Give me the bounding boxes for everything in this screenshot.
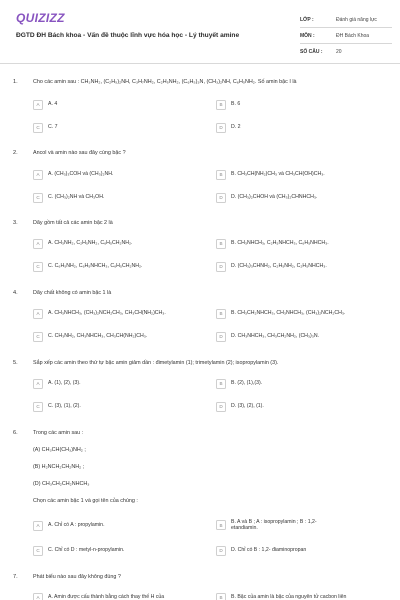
meta-value: ĐH Bách Khoa	[336, 32, 370, 39]
option-text: A. 4	[48, 101, 58, 108]
option-letter: D	[216, 123, 226, 133]
question-text: Sắp xếp các amin theo thứ tự bậc amin giảm dần : đimetylamin (1); trimetylamin (2); isopropylamin (3).	[33, 360, 279, 366]
option-text: A. (1), (2), (3).	[48, 380, 81, 387]
meta-row-subject	[300, 28, 392, 44]
option-letter: C	[33, 546, 43, 556]
question-number: 2.	[13, 150, 18, 156]
option-a[interactable]	[33, 591, 164, 600]
question-number: 3.	[13, 220, 18, 226]
question-number: 6.	[13, 430, 18, 436]
option-text: C. 7	[48, 124, 58, 131]
option-letter: A	[33, 100, 43, 110]
option-letter: B	[216, 170, 226, 180]
option-c[interactable]	[33, 400, 81, 413]
option-text: B. CH₃CH(NH₂)CH₃ và CH₃CH(OH)CH₃.	[231, 171, 325, 178]
question-text: Dãy chất không có amin bậc 1 là	[33, 290, 112, 296]
worksheet-title: ĐGTD ĐH Bách khoa - Vấn đề thuộc lĩnh vực hóa học - Lý thuyết amine	[16, 32, 240, 39]
option-text: C. (CH₃)₂NH và CH₃OH.	[48, 194, 105, 201]
option-a[interactable]	[33, 237, 132, 250]
option-text: A. Chỉ có A : propylamin.	[48, 522, 105, 529]
option-letter: A	[33, 239, 43, 249]
option-text: D. Chỉ có B : 1,2- điaminopropan	[231, 547, 307, 554]
option-text: B. CH₃NHCH₃, C₂H₅NHCH₃, C₆H₅NHCH₃.	[231, 240, 329, 247]
question-number: 1.	[13, 79, 18, 85]
quizizz-logo: QUIZIZZ	[16, 11, 65, 25]
option-text: B. CH₃CH₂NHCH₃, CH₃NHCH₃, (CH₃)₂NCH₂CH₃.	[231, 310, 346, 317]
option-b[interactable]	[216, 307, 345, 320]
option-text: A. Amin được cấu thành bằng cách thay thế H của	[48, 594, 165, 600]
option-text: A. CH₃NHCH₃, (CH₃)₂NCH₂CH₃, CH₃CH(NH₂)CH₃.	[48, 310, 166, 317]
option-text-line: B. A và B ; A : isopropylamin ; B : 1,2-	[231, 518, 317, 525]
option-d[interactable]	[216, 544, 306, 557]
option-letter: A	[33, 521, 43, 531]
question-number: 7.	[13, 574, 18, 580]
option-letter: B	[216, 593, 226, 600]
option-letter: C	[33, 262, 43, 272]
option-b[interactable]	[216, 98, 240, 111]
option-letter: B	[216, 379, 226, 389]
option-text: D. CH₃NHCH₃, CH₃CH₂NH₂, (CH₃)₃N.	[231, 333, 320, 340]
option-text: D. (CH₃)₂CHOH và (CH₃)₂CHNHCH₃.	[231, 194, 318, 201]
option-letter: D	[216, 193, 226, 203]
meta-row-class	[300, 12, 392, 28]
option-letter: B	[216, 520, 226, 530]
question-line: Chọn các amin bậc 1 và gọi tên của chúng :	[33, 498, 138, 504]
option-letter: C	[33, 193, 43, 203]
option-d[interactable]	[216, 330, 319, 343]
option-letter: C	[33, 402, 43, 412]
option-letter: B	[216, 239, 226, 249]
option-c[interactable]	[33, 260, 142, 273]
option-text: B. 6	[231, 101, 241, 108]
meta-label: SỐ CÂU :	[300, 49, 323, 55]
option-letter: D	[216, 262, 226, 272]
question-number: 4.	[13, 290, 18, 296]
option-text: C. Chỉ có D : metyl-n-propylamin.	[48, 547, 125, 554]
option-a[interactable]	[33, 307, 166, 320]
option-text: B. Bậc của amin là bậc của nguyên tử cacbon liên	[231, 594, 347, 600]
option-letter: D	[216, 546, 226, 556]
option-text: C. CH₃NH₂, CH₃NHCH₃, CH₃CH(NH₂)CH₃.	[48, 333, 148, 340]
option-b[interactable]	[216, 237, 329, 250]
option-c[interactable]	[33, 121, 58, 134]
option-text: D. 2	[231, 124, 241, 131]
meta-value: 20	[336, 49, 342, 55]
option-d[interactable]	[216, 260, 327, 273]
option-b[interactable]	[216, 591, 346, 600]
option-a[interactable]	[33, 168, 113, 181]
question-line: (A) CH₃CH(CH₃)NH₂ ;	[33, 447, 86, 453]
question-text: Cho các amin sau : CH₃NH₂, (C₂H₅)₂NH, C₃H₇NH₂, C₂H₅NH₂, (C₆H₅)₃N, (CH₃)₂NH, C₆H₅NH₂. Số amin bậc I là	[33, 79, 297, 85]
question-text: Ancol và amin nào sau đây cùng bậc ?	[33, 150, 126, 156]
option-a[interactable]	[33, 377, 81, 390]
option-c[interactable]	[33, 544, 124, 557]
option-b[interactable]	[216, 377, 262, 390]
option-text: D. (CH₃)₃CHNH₂, C₂H₅NH₂, C₂H₅NHCH₃.	[231, 263, 327, 270]
header-divider	[0, 63, 400, 64]
meta-value: Đánh giá năng lực	[336, 16, 377, 23]
option-letter: A	[33, 309, 43, 319]
question-text: Trong các amin sau :	[33, 430, 84, 436]
option-letter: B	[216, 309, 226, 319]
option-d[interactable]	[216, 121, 241, 134]
option-letter: A	[33, 170, 43, 180]
option-text	[231, 519, 317, 532]
meta-table	[300, 12, 392, 60]
question-text: Dãy gồm tất cả các amin bậc 2 là	[33, 220, 113, 226]
option-letter: A	[33, 593, 43, 600]
option-text-line: etandiamin.	[231, 525, 258, 531]
option-c[interactable]	[33, 330, 147, 343]
option-text: D. (3), (2), (1).	[231, 403, 264, 410]
option-letter: D	[216, 402, 226, 412]
option-letter: A	[33, 379, 43, 389]
meta-label: MÔN :	[300, 32, 315, 39]
option-a[interactable]	[33, 519, 105, 532]
option-letter: C	[33, 123, 43, 133]
option-letter: D	[216, 332, 226, 342]
option-text: A. (CH₃)₃COH và (CH₃)₂NH.	[48, 171, 114, 178]
option-text: A. CH₃NH₂, C₂H₅NH₂, C₆H₅CH₂NH₂.	[48, 240, 133, 247]
meta-label: LỚP :	[300, 16, 314, 23]
question-line: (D) CH₃CH₂CH₂NHCH₃	[33, 481, 90, 487]
option-c[interactable]	[33, 191, 104, 204]
option-letter: B	[216, 100, 226, 110]
option-d[interactable]	[216, 400, 264, 413]
option-a[interactable]	[33, 98, 57, 111]
option-b[interactable]	[216, 168, 325, 181]
option-text: C. C₆H₅NH₂, C₆H₅NHCH₃, C₆H₅CH₂NH₂.	[48, 263, 143, 270]
meta-row-count	[300, 44, 392, 60]
question-line: (B) H₂NCH₂CH₂NH₂ ;	[33, 464, 85, 470]
worksheet-header	[0, 0, 400, 62]
option-b[interactable]	[216, 516, 317, 534]
option-d[interactable]	[216, 191, 317, 204]
option-text: B. (2), (1),(3).	[231, 380, 263, 387]
option-text: C. (3), (1), (2).	[48, 403, 81, 410]
question-text: Phát biểu nào sau đây không đúng ?	[33, 574, 121, 580]
option-letter: C	[33, 332, 43, 342]
question-number: 5.	[13, 360, 18, 366]
